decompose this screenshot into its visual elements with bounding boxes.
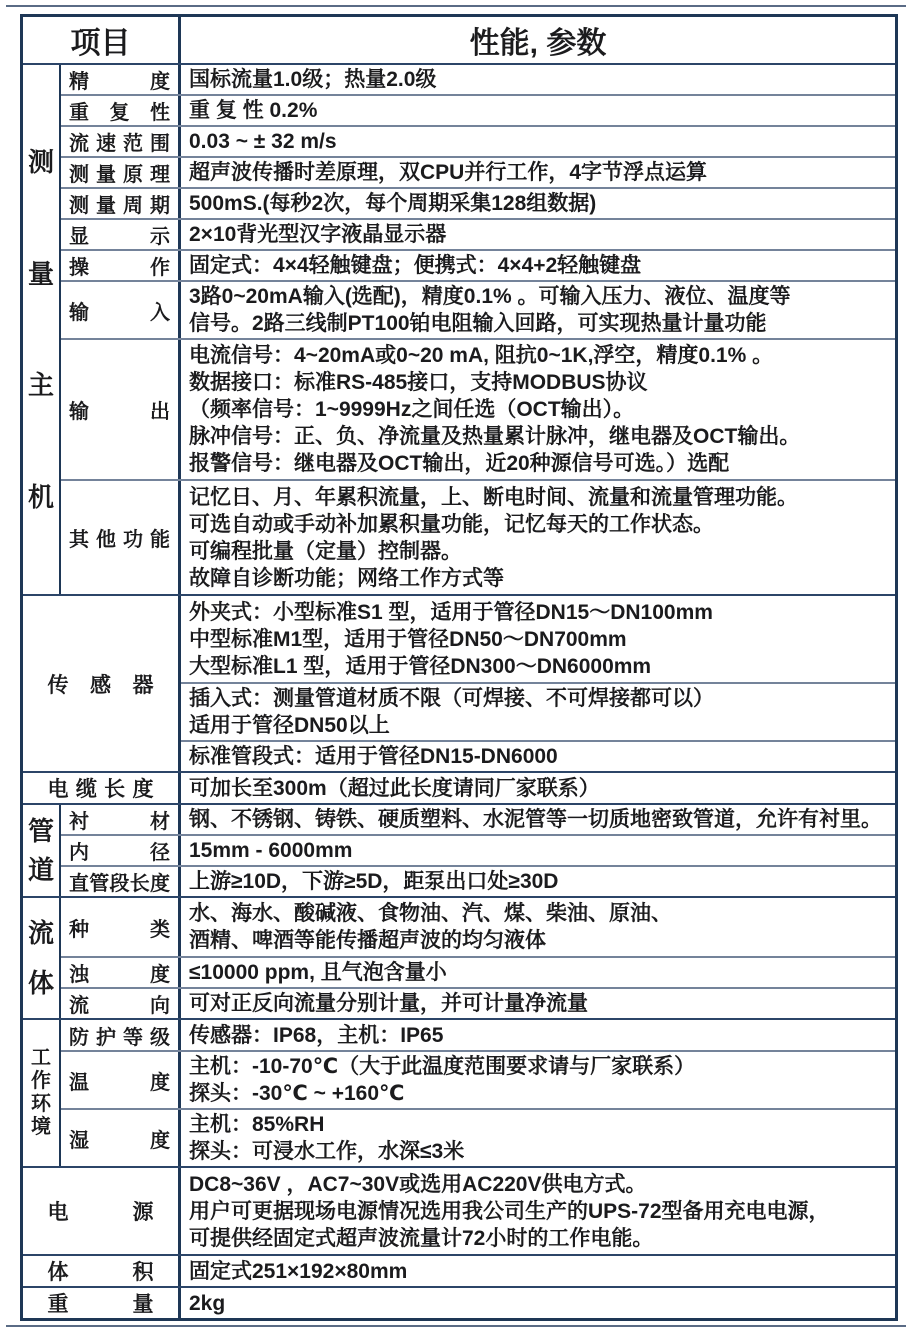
row-label: 浊度 xyxy=(61,958,181,987)
row-value xyxy=(181,158,895,187)
value-line: 脉冲信号：正、负、净流量及热量累计脉冲，继电器及OCT输出。 xyxy=(189,425,801,448)
spec-table xyxy=(20,14,898,1321)
group-label-pipe xyxy=(23,805,61,896)
value-line: DC8~36V ，AC7~30V或选用AC220V供电方式。 xyxy=(189,1172,647,1196)
row-value xyxy=(181,282,895,338)
value-line: 外夹式：小型标准S1 型，适用于管径DN15～DN100mm xyxy=(189,600,713,624)
row-value xyxy=(181,1288,895,1318)
section-sensor xyxy=(23,594,895,771)
value-line: 上游≥10D，下游≥5D，距泵出口处≥30D xyxy=(189,870,559,893)
section-working-environment xyxy=(23,1018,895,1166)
value-line: 故障自诊断功能；网络工作方式等 xyxy=(189,566,504,590)
row-value xyxy=(181,596,895,682)
row-label: 内径 xyxy=(61,836,181,865)
value-line: 大型标准L1 型，适用于管径DN300～DN6000mm xyxy=(189,654,652,678)
row-label: 湿度 xyxy=(61,1110,181,1166)
row-flow-direction xyxy=(61,987,895,1018)
group-rows xyxy=(61,1020,895,1166)
row-label: 测量周期 xyxy=(61,189,181,218)
row-fluid-types xyxy=(61,898,895,956)
row-label-weight: 重量 xyxy=(23,1288,181,1318)
row-value xyxy=(181,1168,895,1254)
value-line: 可选自动或手动补加累积量功能，记忆每天的工作状态。 xyxy=(189,512,714,536)
row-label: 流向 xyxy=(61,989,181,1018)
row-value xyxy=(181,1052,895,1108)
value-line: 国标流量1.0级；热量2.0级 xyxy=(189,68,437,91)
row-value xyxy=(181,1020,895,1050)
row-label: 操作 xyxy=(61,251,181,280)
group-label-sensor: 传感器 xyxy=(23,596,181,771)
value-line: 报警信号：继电器及OCT输出，近20种源信号可选。）选配 xyxy=(189,452,730,475)
group-char: 主 xyxy=(27,370,54,401)
value-line: 钢、不锈钢、铸铁、硬质塑料、水泥管等一切质地密致管道，允许有衬里。 xyxy=(189,808,882,831)
row-value xyxy=(181,898,895,956)
row-label: 防护等级 xyxy=(61,1020,181,1050)
row-other-functions xyxy=(61,479,895,594)
row-lining xyxy=(61,805,895,834)
value-line: 固定式：4×4轻触键盘；便携式：4×4+2轻触键盘 xyxy=(189,254,642,277)
value-line: 可编程批量（定量）控制器。 xyxy=(189,539,462,563)
row-value xyxy=(181,251,895,280)
value-line: 3路0~20mA输入(选配)，精度0.1% 。可输入压力、液位、温度等 xyxy=(189,285,791,308)
row-value xyxy=(181,65,895,94)
group-char: 管 xyxy=(27,815,54,846)
value-line: 2×10背光型汉字液晶显示器 xyxy=(189,223,447,246)
value-line: ≤10000 ppm, 且气泡含量小 xyxy=(189,961,447,984)
row-inner-diameter xyxy=(61,834,895,865)
row-output xyxy=(61,338,895,479)
section-cable-length xyxy=(23,771,895,803)
row-repeatability xyxy=(61,94,895,125)
section-measuring-unit xyxy=(23,63,895,594)
group-char: 量 xyxy=(27,258,54,289)
value-line: 电流信号：4~20mA或0~20 mA, 阻抗0~1K,浮空，精度0.1% 。 xyxy=(189,344,774,367)
row-display xyxy=(61,218,895,249)
row-turbidity xyxy=(61,956,895,987)
value-line: 数据接口：标准RS-485接口，支持MODBUS协议 xyxy=(189,371,648,394)
header-item-cell: 项目 xyxy=(23,17,181,63)
row-label: 其他功能 xyxy=(61,481,181,594)
section-power-supply xyxy=(23,1166,895,1254)
group-char: 作 xyxy=(31,1070,51,1092)
row-value xyxy=(181,127,895,156)
value-line: 探头：可浸水工作，水深≤3米 xyxy=(189,1140,465,1163)
row-value xyxy=(181,742,895,771)
section-weight xyxy=(23,1286,895,1318)
row-insertion xyxy=(181,682,895,740)
row-label: 种类 xyxy=(61,898,181,956)
row-value xyxy=(181,684,895,740)
row-accuracy xyxy=(61,65,895,94)
value-line: 0.03 ~ ± 32 m/s xyxy=(189,130,337,153)
group-char: 道 xyxy=(27,855,54,886)
row-value xyxy=(181,220,895,249)
value-line: 适用于管径DN50以上 xyxy=(189,714,390,737)
value-line: 插入式：测量管道材质不限（可焊接、不可焊接都可以） xyxy=(189,687,714,710)
section-pipe xyxy=(23,803,895,896)
row-straight-length xyxy=(61,865,895,896)
value-line: 固定式251×192×80mm xyxy=(189,1259,408,1283)
group-rows xyxy=(61,805,895,896)
group-rows xyxy=(61,65,895,594)
row-cycle xyxy=(61,187,895,218)
row-label-cable: 电缆长度 xyxy=(23,773,181,803)
row-value xyxy=(181,958,895,987)
value-line: 主机：-10-70℃（大于此温度范围要求请与厂家联系） xyxy=(189,1055,696,1078)
row-value xyxy=(181,989,895,1018)
group-label-measuring-unit xyxy=(23,65,61,594)
row-label: 衬材 xyxy=(61,805,181,834)
outer-rule-bottom xyxy=(6,1325,906,1327)
value-line: 酒精、啤酒等能传播超声波的均匀液体 xyxy=(189,929,546,952)
section-fluid xyxy=(23,896,895,1018)
row-label: 显示 xyxy=(61,220,181,249)
row-clamp-on xyxy=(181,596,895,682)
header-value-cell: 性能, 参数 xyxy=(469,27,607,60)
group-char: 工 xyxy=(31,1047,51,1069)
row-label: 测量原理 xyxy=(61,158,181,187)
section-volume xyxy=(23,1254,895,1286)
outer-rule-top xyxy=(6,5,906,7)
row-label: 温度 xyxy=(61,1052,181,1108)
value-line: 记忆日、月、年累积流量，上、断电时间、流量和流量管理功能。 xyxy=(189,485,798,509)
row-velocity-range xyxy=(61,125,895,156)
row-value xyxy=(181,189,895,218)
value-line: 水、海水、酸碱液、食物油、汽、煤、柴油、原油、 xyxy=(189,902,672,925)
value-line: 探头：-30℃ ~ +160℃ xyxy=(189,1082,405,1105)
value-line: 重 复 性 0.2% xyxy=(189,99,318,122)
value-line: 15mm - 6000mm xyxy=(189,839,353,862)
row-protection-class xyxy=(61,1020,895,1050)
row-label: 流速范围 xyxy=(61,127,181,156)
row-label-volume: 体积 xyxy=(23,1256,181,1286)
group-char: 测 xyxy=(27,147,54,178)
row-label: 精度 xyxy=(61,65,181,94)
row-pipe-section xyxy=(181,740,895,771)
group-char: 境 xyxy=(31,1116,51,1138)
row-label: 重复性 xyxy=(61,96,181,125)
value-line: 可加长至300m（超过此长度请同厂家联系） xyxy=(189,776,600,800)
row-value xyxy=(181,773,895,803)
row-value xyxy=(181,481,895,594)
value-line: 500mS.(每秒2次，每个周期采集128组数据) xyxy=(189,192,597,215)
row-humidity xyxy=(61,1108,895,1166)
group-char: 机 xyxy=(27,481,54,512)
row-value xyxy=(181,805,895,834)
value-line: 主机：85%RH xyxy=(189,1113,325,1136)
value-line: （频率信号：1~9999Hz之间任选（OCT输出）。 xyxy=(189,398,635,421)
value-line: 超声波传播时差原理，双CPU并行工作，4字节浮点运算 xyxy=(189,161,708,184)
row-operation xyxy=(61,249,895,280)
table-header-row xyxy=(23,17,895,63)
row-principle xyxy=(61,156,895,187)
group-rows xyxy=(61,898,895,1018)
value-line: 2kg xyxy=(189,1291,226,1315)
group-rows xyxy=(181,596,895,771)
group-char: 环 xyxy=(31,1093,51,1115)
row-value xyxy=(181,96,895,125)
value-line: 信号。2路三线制PT100铂电阻输入回路，可实现热量计量功能 xyxy=(189,312,767,335)
group-label-fluid xyxy=(23,898,61,1018)
group-char: 体 xyxy=(27,967,54,998)
row-label: 输出 xyxy=(61,340,181,479)
value-line: 中型标准M1型，适用于管径DN50～DN700mm xyxy=(189,627,627,651)
row-label-power: 电源 xyxy=(23,1168,181,1254)
value-line: 传感器：IP68，主机：IP65 xyxy=(189,1023,444,1047)
value-line: 用户可更据现场电源情况选用我公司生产的UPS-72型备用充电电源， xyxy=(189,1199,830,1223)
row-input xyxy=(61,280,895,338)
value-line: 标准管段式：适用于管径DN15-DN6000 xyxy=(189,745,558,768)
row-label: 直管段长度 xyxy=(61,867,181,896)
group-label-working-environment xyxy=(23,1020,61,1166)
row-value xyxy=(181,867,895,896)
group-char: 流 xyxy=(27,918,54,949)
row-value xyxy=(181,1110,895,1166)
row-temperature xyxy=(61,1050,895,1108)
value-line: 可提供经固定式超声波流量计72小时的工作电能。 xyxy=(189,1226,654,1250)
row-value xyxy=(181,1256,895,1286)
value-line: 可对正反向流量分别计量，并可计量净流量 xyxy=(189,992,588,1015)
row-value xyxy=(181,340,895,479)
row-value xyxy=(181,836,895,865)
row-label: 输入 xyxy=(61,282,181,338)
